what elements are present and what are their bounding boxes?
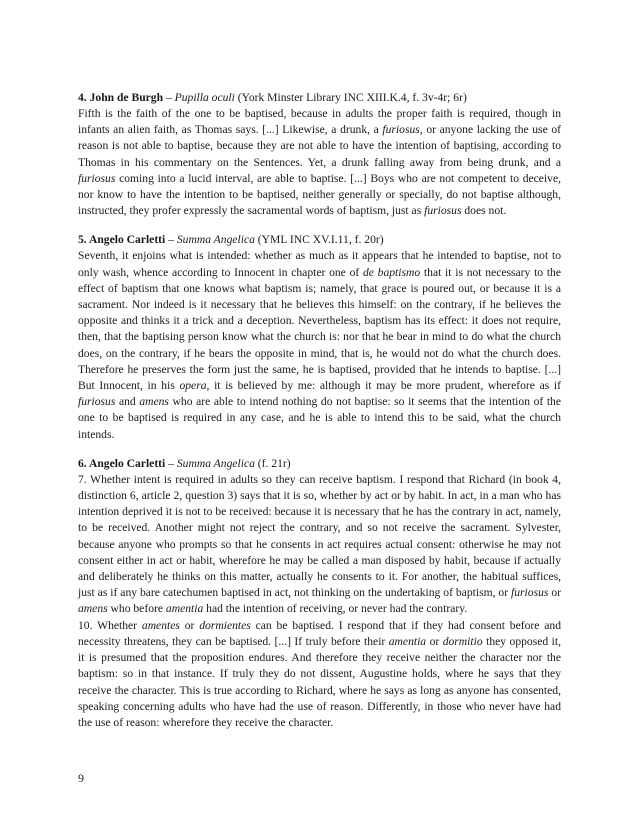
author-name: 5. Angelo Carletti (78, 233, 166, 247)
source-reference: (YML INC XV.I.11, f. 20r) (254, 233, 384, 247)
section-paragraph (78, 472, 561, 618)
italic-term: dormientes (199, 618, 251, 632)
text-run: that it is not necessary to the effect of baptism that one knows what baptism is; namely, that grace is poured out, or because it is a sacrament. Nor indeed is it necessary that he believes this himself: on the contrary, if he believes the opposite and thinks it a trick and a deception. Nevertheless, baptism has its effect: it does not require, then, that the baptising person know what the church is: nor that he bear in mind to do what the church does, on the contrary, if he bears the opposite in mind, that is, he would not do what the church does. Therefore he preserves the form just the same, he is baptised, provided that he intends to baptise. [...] But Innocent, in his (78, 265, 561, 393)
section-angelo-carletti-f20r (78, 232, 561, 442)
source-reference: (f. 21r) (254, 456, 291, 470)
text-run: had the intention of receiving, or never had the contrary. (203, 602, 468, 616)
italic-term: furiosus (511, 586, 549, 600)
text-run: Seventh, it enjoins what is intended: whether as much as it appears that he intended to baptise, not to only wash, whence according to Innocent in chapter one of (78, 249, 561, 279)
work-title: Summa Angelica (176, 456, 255, 470)
section-angelo-carletti-f21r (78, 456, 561, 731)
text-run: can be baptised. I respond that if they had consent before and necessity threatens, they can be baptised. [...] If truly before their (78, 618, 561, 648)
text-run: and (115, 395, 140, 409)
author-name: 6. Angelo Carletti (78, 456, 166, 470)
text-run: Fifth is the faith of the one to be baptised, because in adults the proper faith is required, though in infants an alien faith, as Thomas says. [...] Likewise, a drunk, a (78, 107, 561, 137)
text-run: 10. Whether (78, 618, 142, 632)
italic-term: furiosus (424, 204, 462, 218)
italic-term: amens (139, 395, 169, 409)
text-run: does not. (461, 204, 507, 218)
source-reference: (York Minster Library INC XIII.K.4, f. 3v-4r; 6r) (234, 91, 467, 104)
text-run: who before (107, 602, 166, 616)
section-paragraph (78, 618, 561, 731)
heading-separator: – (165, 233, 177, 247)
page-number: 9 (78, 771, 84, 785)
text-run: they opposed it, it is presumed that the proposition endures. And therefore they receive neither the character nor the baptism: so in that instance. If truly they do not dissent, Augustine holds, where he says that they receive the character. This is true according to Richard, where he says as long as anyone has consented, speaking concerning adults who have had the use of reason. Differently, in those who never have had the use of reason: wherefore they receive the character. (78, 634, 561, 729)
text-run: , or anyone lacking the use of reason is not able to baptise, because they are not able to have the intention of baptising, according to Thomas in his commentary on the Sentences. Yet, a drunk falling away from being drunk, and a (78, 123, 561, 169)
text-run: or (426, 634, 443, 648)
italic-term: opera (179, 379, 207, 393)
italic-term: furiosus (78, 171, 116, 185)
text-run: who are able to intend nothing do not baptise: so it seems that the intention of the one to be baptised is required in any case, and he is able to intend this to be said, what the church intends. (78, 395, 561, 441)
italic-term: de baptismo (362, 265, 421, 279)
section-john-de-burgh (78, 90, 561, 219)
text-run: coming into a lucid interval, are able to baptise. [...] Boys who are not competent to deceive, nor know to have the intention to be baptised, neither generally or specially, do not baptise although, instructed, they profer expressly the sacramental words of baptism, just as (78, 171, 561, 218)
author-name: 4. John de Burgh (78, 91, 164, 104)
heading-separator: – (163, 91, 175, 104)
text-run: , it is believed by me: although it may be more prudent, wherefore as if (206, 379, 561, 393)
italic-term: amens (78, 602, 108, 616)
italic-term: furiosus (78, 395, 116, 409)
text-run: 7. Whether intent is required in adults so they can receive baptism. I respond that Richard (in book 4, distinction 6, article 2, question 3) says that it is so, whether by act or by habit. In act, in a man who has intention deprived it is not to be received: because it is necessary that he has the contrary in act, namely, to be received. Another might not reject the contrary, and so not receive the sacrament. Sylvester, because anyone who prompts so that he consents in act requires actual consent: otherwise he may not consent either in act or habit, wherefore he may be called a man disposed by habit, because if actually and deliberately he thinks on this matter, actually he consents to it. For another, the habitual suffices, just as if any bare catechumen baptised in act, not thinking on the undertaking of baptism, or (78, 472, 561, 600)
italic-term: furiosus (382, 123, 420, 137)
work-title: Pupilla oculi (174, 91, 235, 104)
section-heading (78, 232, 561, 248)
section-heading (78, 456, 561, 472)
italic-term: amentes (141, 618, 180, 632)
document-page (78, 90, 561, 744)
italic-term: dormitio (442, 634, 483, 648)
text-run: or (548, 586, 561, 600)
work-title: Summa Angelica (176, 233, 255, 247)
heading-separator: – (165, 456, 177, 470)
italic-term: amentia (388, 634, 427, 648)
italic-term: amentia (165, 602, 204, 616)
section-paragraph (78, 106, 561, 219)
section-heading (78, 90, 561, 106)
text-run: or (179, 618, 200, 632)
section-paragraph (78, 248, 561, 442)
